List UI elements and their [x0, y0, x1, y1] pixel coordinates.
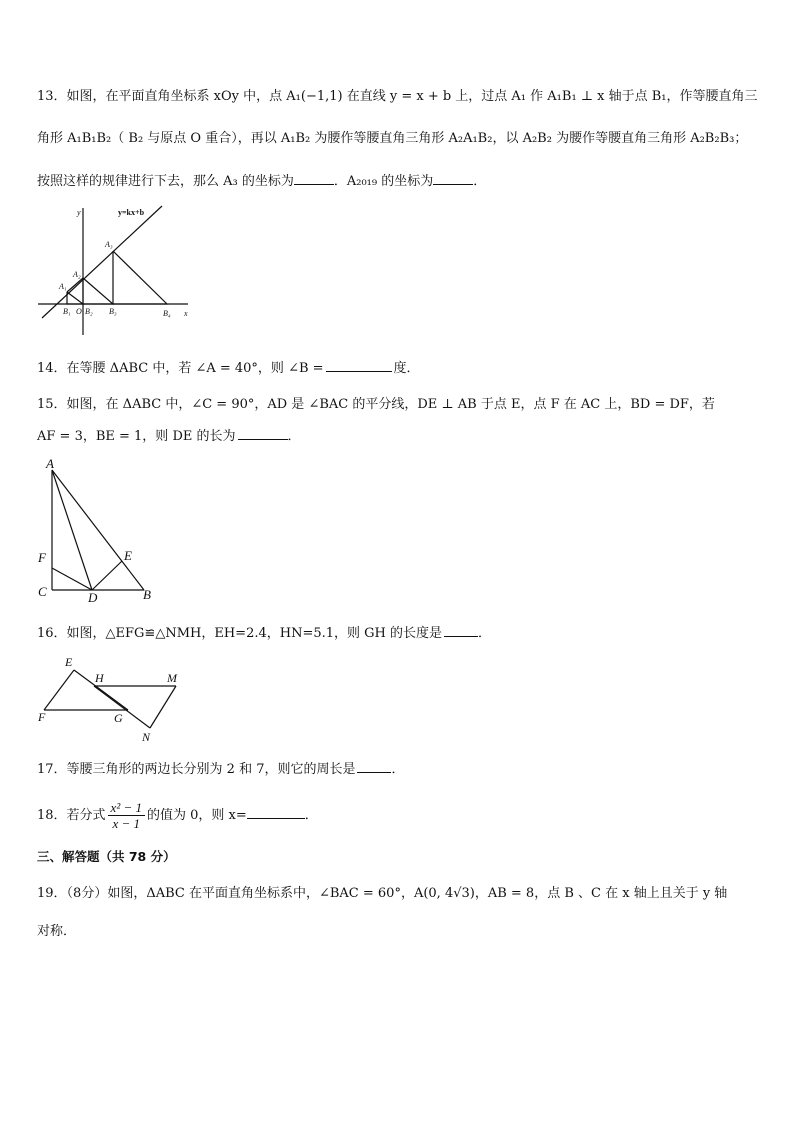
section-3-heading: 三、解答题（共 78 分） — [37, 849, 176, 864]
q18-mid: 的值为 0，则 x= — [147, 808, 247, 823]
q13-blank-a2019[interactable] — [433, 172, 473, 185]
label-a: A — [46, 456, 54, 471]
q19-line1: 19．（8分）如图，ΔABC 在平面直角坐标系中，∠BAC = 60°，A(0, 4√3)，AB = 8，点 B 、C 在 x 轴上且关于 y 轴 — [37, 886, 728, 901]
label-n: N — [142, 730, 151, 744]
q18-fraction — [108, 800, 145, 831]
q17-blank[interactable] — [357, 760, 391, 773]
label-o: O — [76, 307, 82, 316]
line-y-kx-b — [42, 206, 162, 318]
q13-line3-mid: ．A₂₀₁₉ 的坐标为 — [333, 174, 434, 189]
q15-blank[interactable] — [238, 427, 288, 440]
q19-line2: 对称． — [37, 924, 77, 939]
q16-end: ． — [478, 626, 492, 641]
q17-pre: 17．等腰三角形的两边长分别为 2 和 7，则它的周长是 — [37, 762, 356, 777]
q18-denominator: x − 1 — [112, 816, 141, 831]
q14-blank[interactable] — [326, 359, 392, 372]
label-a3: A₃ — [105, 240, 113, 249]
q15-line2 — [37, 427, 301, 446]
q18-numerator: x² − 1 — [108, 800, 145, 816]
triangle-a3 — [113, 251, 167, 304]
label-b3: B₃ — [109, 307, 117, 316]
seg-ad — [52, 470, 92, 590]
q13-figure — [36, 200, 196, 340]
label-c: C — [38, 584, 47, 599]
label-f: F — [38, 710, 46, 724]
label-e: E — [124, 548, 132, 563]
q17-line — [37, 760, 405, 779]
label-d: D — [88, 590, 98, 605]
seg-a1-a2 — [67, 278, 83, 292]
q18-pre: 18．若分式 — [37, 808, 106, 823]
triangle-a2 — [83, 278, 113, 304]
q13-line3 — [37, 172, 486, 191]
label-f: F — [38, 550, 46, 565]
label-x: x — [184, 309, 188, 318]
q18-line — [37, 796, 318, 836]
label-h: H — [95, 671, 104, 685]
q18-end: ． — [304, 808, 318, 823]
seg-de — [92, 561, 122, 590]
label-b2: B₂ — [85, 307, 93, 316]
q17-end: ． — [391, 762, 405, 777]
seg-ef — [44, 670, 74, 710]
label-b4: B₄ — [163, 309, 171, 318]
q15-figure — [34, 455, 164, 605]
q14-pre: 14．在等腰 ΔABC 中，若 ∠A = 40°，则 ∠B = — [37, 361, 324, 376]
label-b: B — [143, 587, 151, 602]
label-m: M — [167, 671, 177, 685]
q14-post: 度． — [393, 361, 420, 376]
label-g: G — [114, 711, 123, 725]
label-line: y=kx+b — [118, 208, 145, 217]
q18-blank[interactable] — [247, 806, 305, 819]
q13-blank-a3[interactable] — [294, 172, 334, 185]
q16-blank[interactable] — [444, 624, 478, 637]
label-a1: A₁ — [59, 282, 67, 291]
q15-line1: 15．如图，在 ΔABC 中，∠C = 90°，AD 是 ∠BAC 的平分线，DE ⊥ AB 于点 E，点 F 在 AC 上，BD = DF，若 — [37, 397, 715, 412]
label-b1: B₁ — [63, 307, 71, 316]
label-e: E — [65, 655, 73, 669]
triangle-a1b1b2 — [67, 292, 83, 304]
q15-line2-pre: AF = 3，BE = 1，则 DE 的长为 — [37, 429, 236, 444]
q15-line2-end: ． — [287, 429, 301, 444]
label-y: y — [77, 208, 81, 217]
q16-line — [37, 624, 491, 643]
label-a2: A₂ — [73, 270, 81, 279]
q16-figure — [34, 652, 184, 744]
side-ab — [52, 470, 144, 590]
q13-line2: 角形 A₁B₁B₂（ B₂ 与原点 O 重合），再以 A₁B₂ 为腰作等腰直角三角形 A₂A₁B₂，以 A₂B₂ 为腰作等腰直角三角形 A₂B₂B₃； — [37, 131, 748, 146]
q13-line3-pre: 按照这样的规律进行下去，那么 A₃ 的坐标为 — [37, 174, 294, 189]
q13-line3-end: ． — [473, 174, 487, 189]
seg-mn — [150, 686, 176, 728]
q14-line — [37, 359, 420, 378]
q13-line1: 13．如图，在平面直角坐标系 xOy 中，点 A₁(−1,1) 在直线 y = x + b 上，过点 A₁ 作 A₁B₁ ⊥ x 轴于点 B₁，作等腰直角三 — [37, 89, 758, 104]
q16-pre: 16．如图，△EFG≌△NMH，EH=2.4，HN=5.1，则 GH 的长度是 — [37, 626, 443, 641]
